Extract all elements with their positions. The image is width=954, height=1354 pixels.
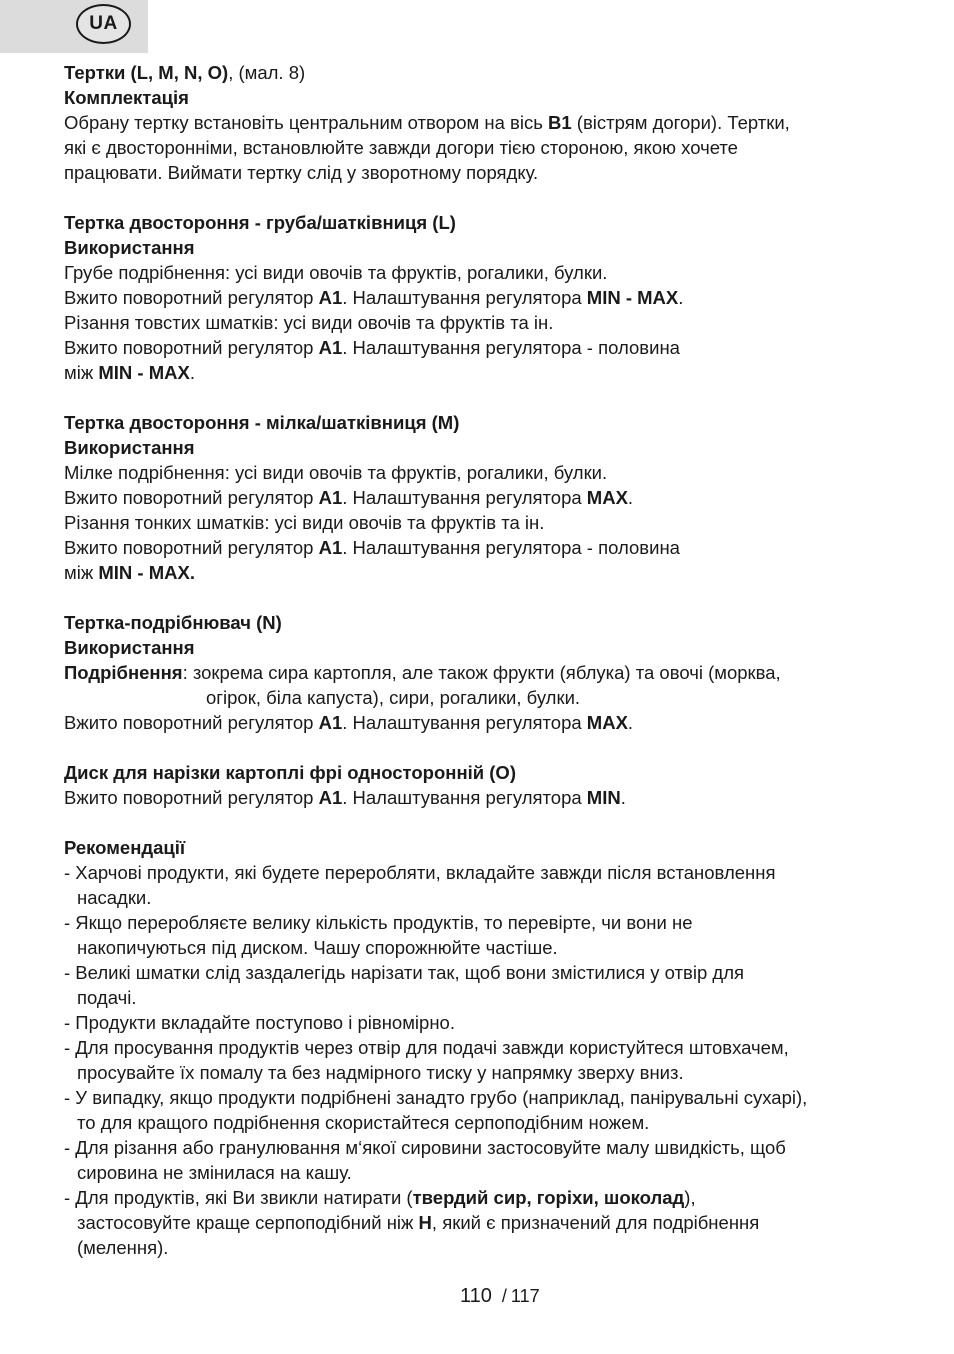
text-line: Різання тонких шматків: усі види овочів та фруктів та ін.: [64, 512, 545, 533]
list-item: - Харчові продукти, які будете переробляти, вкладайте завжди після встановлення: [64, 862, 776, 883]
section-heading-coarse-grater: Тертка двостороння - груба/шатківниця (L): [64, 212, 456, 233]
text-line: Вжито поворотний регулятор A1. Налаштування регулятора MAX.: [64, 487, 634, 508]
section-heading-recommendations: Рекомендації: [64, 837, 186, 858]
text-line: між MIN - MAX.: [64, 562, 195, 583]
subheading-usage: Використання: [64, 237, 195, 258]
section-heading-shredder: Тертка-подрібнювач (N): [64, 612, 282, 633]
page-number: [460, 1285, 540, 1308]
subheading-usage: Використання: [64, 637, 195, 658]
text-line: Подрібнення: зокрема сира картопля, але також фрукти (яблука) та овочі (морква,: [64, 662, 781, 683]
list-item-continuation: накопичуються під диском. Чашу спорожнюйте частіше.: [77, 937, 558, 958]
document-body: [64, 60, 904, 1260]
text-line: огірок, біла капуста), сири, рогалики, булки.: [206, 687, 581, 708]
list-item: - Великі шматки слід заздалегідь нарізати так, щоб вони змістилися у отвір для: [64, 962, 745, 983]
list-item: - Якщо переробляєте велику кількість продуктів, то перевірте, чи вони не: [64, 912, 693, 933]
text-line: Вжито поворотний регулятор A1. Налаштування регулятора MIN - MAX.: [64, 287, 684, 308]
list-item-continuation: просувайте їх помалу та без надмірного тиску у напрямку зверху вниз.: [77, 1062, 684, 1083]
list-item-continuation: сировина не змінилася на кашу.: [77, 1162, 352, 1183]
text-line: Мілке подрібнення: усі види овочів та фруктів, рогалики, булки.: [64, 462, 608, 483]
total-pages: 117: [510, 1286, 540, 1306]
text-line: між MIN - MAX.: [64, 362, 195, 383]
subheading-contents: Комплектація: [64, 87, 189, 108]
list-item: - Для продуктів, які Ви звикли натирати (твердий сир, горіхи, шоколад),: [64, 1187, 696, 1208]
list-item: - У випадку, якщо продукти подрібнені занадто грубо (наприклад, панірувальні сухарі),: [64, 1087, 808, 1108]
section-heading-fine-grater: Тертка двостороння - мілка/шатківниця (M): [64, 412, 460, 433]
text-line: Вжито поворотний регулятор A1. Налаштування регулятора - половина: [64, 337, 680, 358]
language-badge: UA: [76, 4, 131, 44]
page-separator: /: [501, 1286, 507, 1306]
text-line: Обрану тертку встановіть центральним отвором на вісь B1 (вістрям догори). Тертки,: [64, 112, 790, 133]
list-item: - Продукти вкладайте поступово і рівномірно.: [64, 1012, 455, 1033]
subheading-usage: Використання: [64, 437, 195, 458]
text-line: які є двосторонніми, встановлюйте завжди догори тією стороною, якою хочете: [64, 137, 738, 158]
text-line: Вжито поворотний регулятор A1. Налаштування регулятора MIN.: [64, 787, 626, 808]
language-tab: [0, 0, 148, 53]
section-heading-graters: Тертки (L, M, N, O), (мал. 8): [64, 62, 306, 83]
list-item-continuation: (мелення).: [77, 1237, 169, 1258]
list-item-continuation: застосовуйте краще серпоподібний ніж H, який є призначений для подрібнення: [77, 1212, 760, 1233]
text-line: працювати. Виймати тертку слід у зворотному порядку.: [64, 162, 539, 183]
list-item-continuation: то для кращого подрібнення скористайтеся серпоподібним ножем.: [77, 1112, 650, 1133]
current-page: 110: [460, 1285, 492, 1307]
list-item-continuation: подачі.: [77, 987, 137, 1008]
text-line: Вжито поворотний регулятор A1. Налаштування регулятора MAX.: [64, 712, 634, 733]
list-item-continuation: насадки.: [77, 887, 152, 908]
section-heading-fries-disc: Диск для нарізки картоплі фрі односторонній (O): [64, 762, 516, 783]
text-line: Грубе подрібнення: усі види овочів та фруктів, рогалики, булки.: [64, 262, 608, 283]
text-line: Різання товстих шматків: усі види овочів та фруктів та ін.: [64, 312, 554, 333]
list-item: - Для різання або гранулювання м‘якої сировини застосовуйте малу швидкість, щоб: [64, 1137, 786, 1158]
list-item: - Для просування продуктів через отвір для подачі завжди користуйтеся штовхачем,: [64, 1037, 789, 1058]
text-line: Вжито поворотний регулятор A1. Налаштування регулятора - половина: [64, 537, 680, 558]
